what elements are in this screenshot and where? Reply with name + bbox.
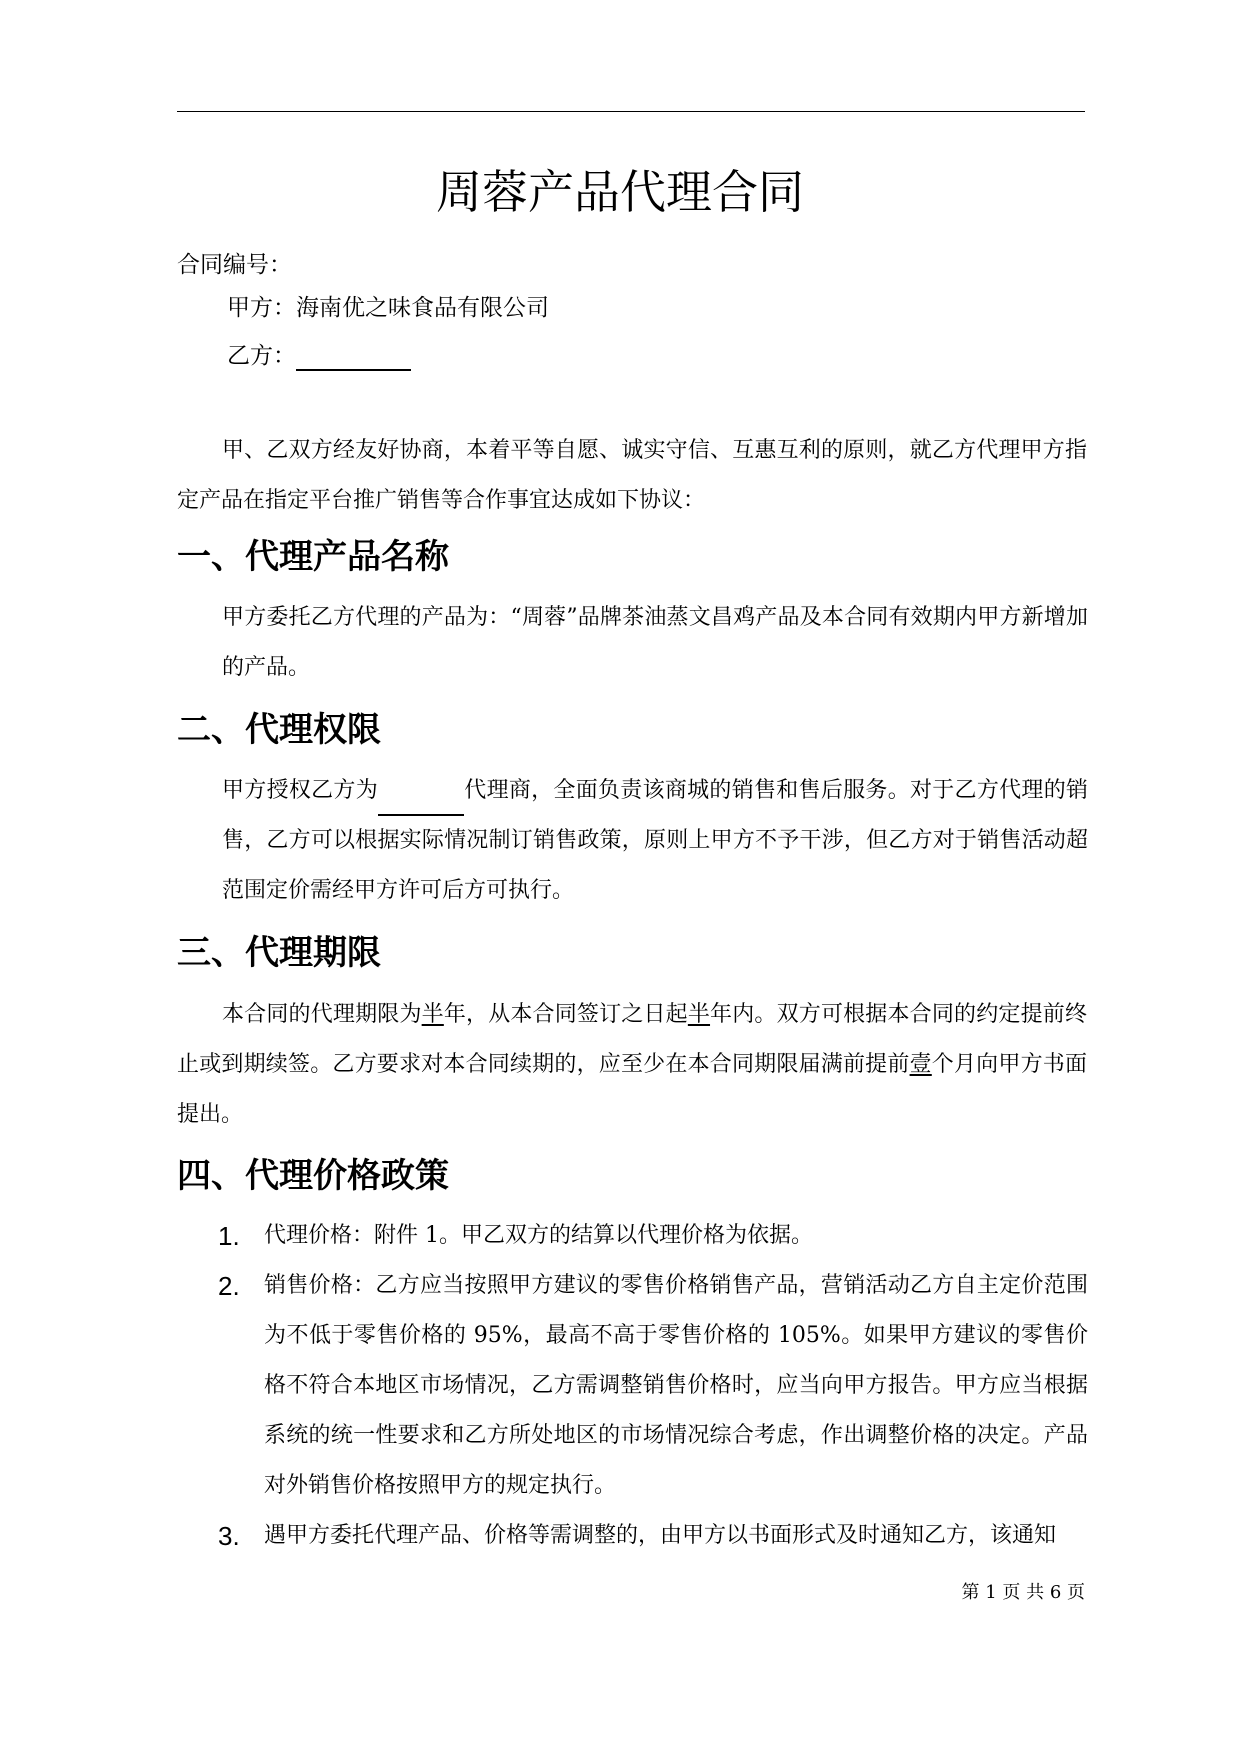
section-4-heading: 四、代理价格政策 (177, 1156, 449, 1196)
section-3-heading: 三、代理期限 (177, 933, 381, 973)
term-value: 半 (421, 1002, 444, 1027)
party-b (227, 341, 411, 371)
section-1-body: 甲方委托乙方代理的产品为：“周蓉”品牌茶油蒸文昌鸡产品及本合同有效期内甲方新增加的产品。 (222, 605, 1088, 680)
intro-paragraph: 甲、乙双方经友好协商，本着平等自愿、诚实守信、互惠互利的原则，就乙方代理甲方指定产品在指定平台推广销售等合作事宜达成如下协议： (177, 438, 1087, 513)
list-item: 3. 遇甲方委托代理产品、价格等需调整的，由甲方以书面形式及时通知乙方，该通知 (218, 1521, 1057, 1551)
contract-number-label: 合同编号： (177, 252, 292, 278)
agent-type-blank (378, 792, 464, 816)
section-1-heading: 一、代理产品名称 (177, 537, 449, 577)
page-footer: 第 1 页 共 6 页 (961, 1582, 1085, 1603)
term-value: 半 (687, 1002, 711, 1027)
party-b-blank (296, 343, 411, 371)
section-2-heading: 二、代理权限 (177, 710, 381, 750)
price-policy-list (218, 1211, 1088, 1561)
header-rule (177, 111, 1085, 112)
party-a: 甲方：海南优之味食品有限公司 (227, 295, 549, 321)
list-item: 1. 代理价格：附件 1。甲乙双方的结算以代理价格为依据。 (218, 1221, 813, 1251)
section-2-body: 甲方授权乙方为 代理商，全面负责该商城的销售和售后服务。对于乙方代理的销售，乙方可以根据实际情况制订销售政策，原则上甲方不予干涉，但乙方对于销售活动超范围定价需经甲方许可后方可执行。 (222, 778, 1088, 903)
party-b-label: 乙方： (227, 343, 296, 369)
renewal-notice-value: 壹 (909, 1052, 932, 1077)
section-3-body: 本合同的代理期限为半年，从本合同签订之日起半年内。双方可根据本合同的约定提前终止或到期续签。乙方要求对本合同续期的，应至少在本合同期限届满前提前壹个月向甲方书面提出。 (177, 1002, 1087, 1127)
list-item: 2. 销售价格：乙方应当按照甲方建议的零售价格销售产品，营销活动乙方自主定价范围为不低于零售价格的 95%，最高不高于零售价格的 105%。如果甲方建议的零售价格不符合本地区市场情况，乙方需调整销售价格时，应当向甲方报告。甲方应当根据系统的统一性要求和乙方所处地区的市场情况综合考虑，作出调整价格的决定。产品对外销售价格按照甲方的规定执行。 (218, 1271, 1088, 1498)
contract-title: 周蓉产品代理合同 (436, 165, 804, 219)
